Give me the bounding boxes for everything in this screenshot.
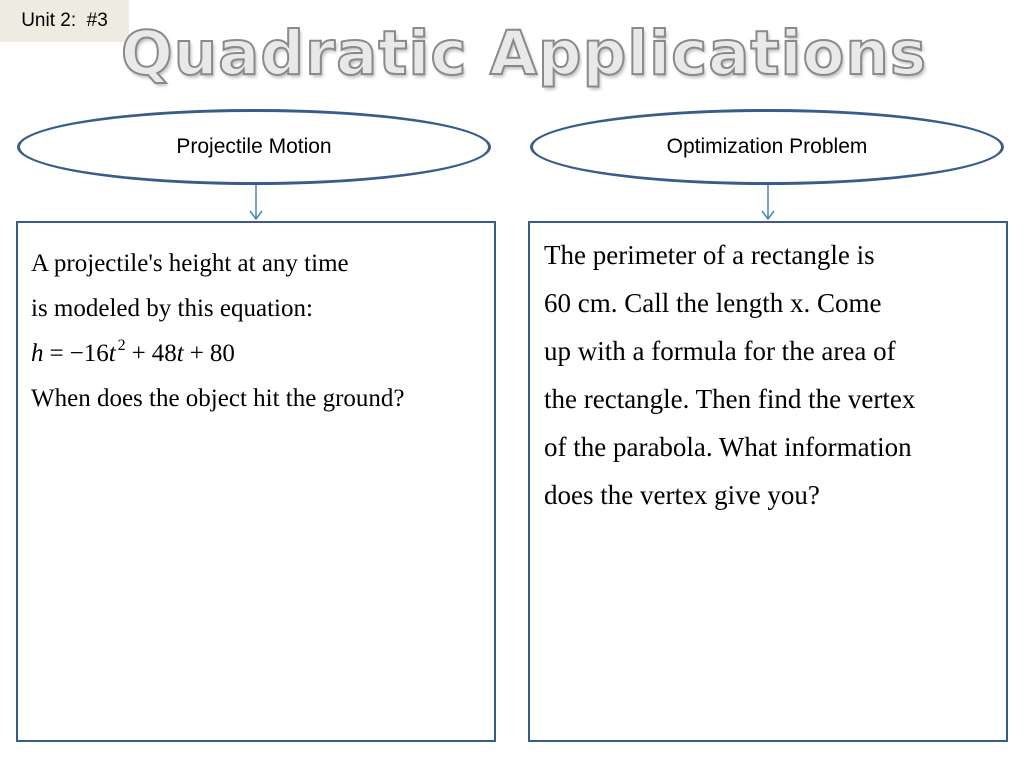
projectile-motion-panel <box>16 221 496 742</box>
optimization-text-line: The perimeter of a rectangle is <box>544 240 875 270</box>
optimization-text-line: of the parabola. What information <box>544 432 912 462</box>
optimization-problem-panel <box>528 221 1008 742</box>
equation-exponent: 2 <box>117 337 126 354</box>
height-equation <box>31 331 494 376</box>
equation-coef2: 48 <box>151 340 177 367</box>
equation-t: t <box>176 340 184 367</box>
equation-plus: + <box>189 340 204 367</box>
equation-h: h <box>31 340 44 367</box>
equation-coef1: −16 <box>69 340 109 367</box>
equation-constant: 80 <box>209 340 235 367</box>
optimization-text-line: the rectangle. Then find the vertex <box>544 384 916 414</box>
arrow-right <box>762 185 774 219</box>
arrow-left <box>250 185 262 219</box>
equation-t: t <box>108 340 116 367</box>
unit-label: Unit 2: #3 <box>0 0 129 42</box>
projectile-motion-oval <box>17 109 491 185</box>
equation-equals: = <box>49 340 64 367</box>
projectile-text-line: is modeled by this equation: <box>31 295 313 322</box>
optimization-text-line: 60 cm. Call the length x. Come <box>544 288 882 318</box>
optimization-problem-oval <box>530 109 1004 185</box>
projectile-motion-label: Projectile Motion <box>176 135 332 158</box>
page-title: Quadratic Applications <box>120 18 928 89</box>
projectile-question: When does the object hit the ground? <box>31 385 405 412</box>
optimization-text-line: does the vertex give you? <box>544 480 820 510</box>
projectile-text-line: A projectile's height at any time <box>31 250 349 277</box>
optimization-problem-label: Optimization Problem <box>666 135 868 158</box>
equation-plus: + <box>131 340 146 367</box>
optimization-text-line: up with a formula for the area of <box>544 336 896 366</box>
